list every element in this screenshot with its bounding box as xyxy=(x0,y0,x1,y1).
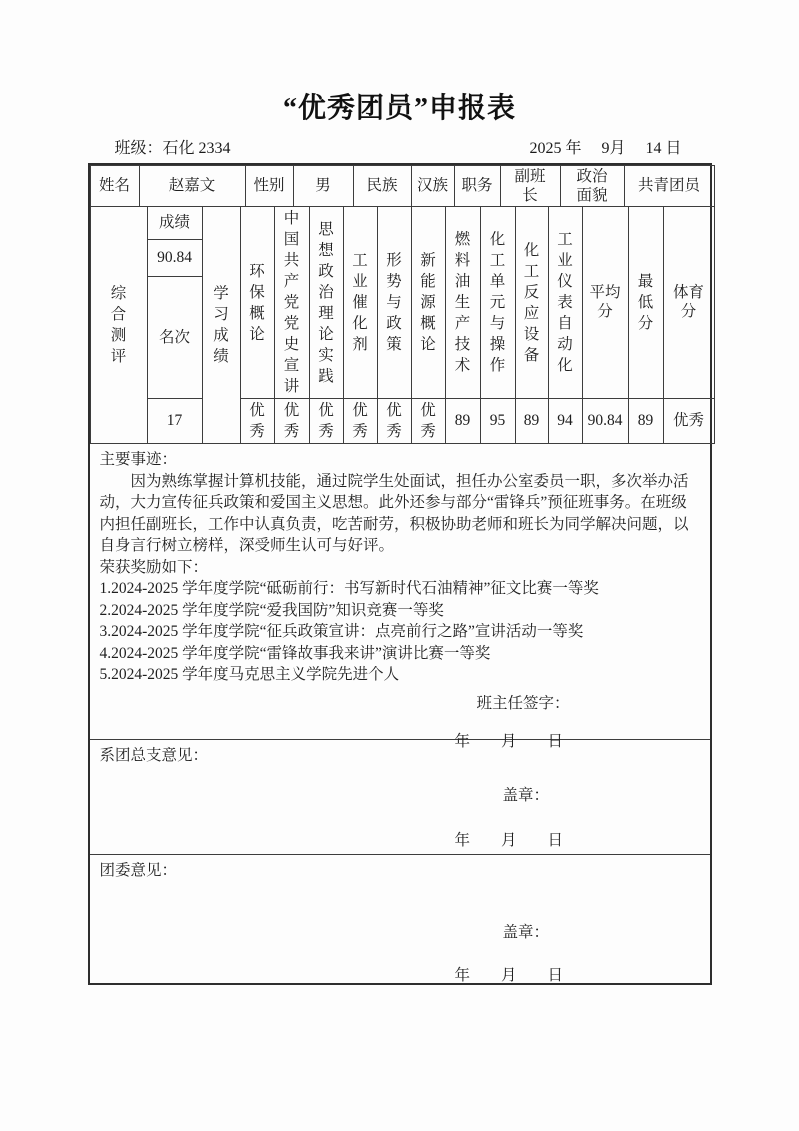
rank-value: 17 xyxy=(147,399,202,444)
course-value-ideology: 优秀 xyxy=(309,399,343,444)
lowest-score-value: 89 xyxy=(628,399,663,444)
page-title: “优秀团员”申报表 xyxy=(282,93,516,124)
course-header-environmental: 环保概论 xyxy=(240,207,274,399)
score-values-row xyxy=(90,399,714,444)
league-committee-opinion-label: 团委意见： xyxy=(99,862,178,879)
course-header-reaction-equipment: 化工反应设备 xyxy=(515,207,548,399)
date-blank: 年 月 日 xyxy=(454,832,564,849)
pe-score-value: 优秀 xyxy=(663,399,714,444)
course-header-ideology: 思想政治理论实践 xyxy=(309,207,343,399)
deeds-section xyxy=(90,444,710,750)
course-value-party-history: 优秀 xyxy=(274,399,309,444)
date-blank: 年 月 日 xyxy=(454,967,564,984)
course-header-new-energy: 新能源概论 xyxy=(411,207,445,399)
stamp-label: 盖章： xyxy=(502,923,550,941)
award-item: 3.2024-2025 学年度学院“征兵政策宣讲：点亮前行之路”宣讲活动一等奖 xyxy=(99,623,584,640)
course-value-environmental: 优秀 xyxy=(240,399,274,444)
award-item: 1.2024-2025 学年度学院“砥砺前行：书写新时代石油精神”征文比赛一等奖 xyxy=(99,580,599,597)
deeds-paragraph: 因为熟练掌握计算机技能，通过院学生处面试，担任办公室委员一职，多次举办活动，大力宣传征兵政策和爱国主义思想。此外还参与部分“雷锋兵”预征班事务。在班级内担任副班长，工作中认真负责，吃苦耐劳，积极协助老师和班长为同学解决问题，以自身言行树立榜样，深受师生认可与好评。 xyxy=(99,472,689,554)
score-label: 成绩 xyxy=(147,207,202,240)
form-meta-line xyxy=(88,135,712,158)
class-label: 班级：石化 2334 xyxy=(114,140,231,157)
course-header-unit-operation: 化工单元与操作 xyxy=(480,207,515,399)
score-header-row-1 xyxy=(90,207,714,240)
course-value-policy: 优秀 xyxy=(377,399,411,444)
deeds-label: 主要事迹： xyxy=(99,451,178,468)
study-score-label: 学习成绩 xyxy=(202,207,240,444)
stamp-label: 盖章： xyxy=(502,786,550,804)
political-status-value: 共青团员 xyxy=(624,166,714,207)
branch-opinion-label: 系团总支意见： xyxy=(99,747,209,764)
awards-label: 荣获奖励如下： xyxy=(99,558,209,576)
league-committee-opinion-section xyxy=(90,854,710,983)
ethnicity-label: 民族 xyxy=(353,166,411,207)
gender-label: 性别 xyxy=(245,166,293,207)
pe-score-header: 体育分 xyxy=(663,207,714,399)
course-value-unit-operation: 95 xyxy=(480,399,515,444)
teacher-signature-label: 班主任签字： xyxy=(476,694,570,712)
course-header-catalyst: 工业催化剂 xyxy=(343,207,377,399)
course-value-reaction-equipment: 89 xyxy=(515,399,548,444)
course-header-party-history: 中国共产党党史宣讲 xyxy=(274,207,309,399)
political-status-label xyxy=(560,166,624,207)
course-value-catalyst: 优秀 xyxy=(343,399,377,444)
course-value-fuel-oil: 89 xyxy=(445,399,480,444)
name-label: 姓名 xyxy=(90,166,139,207)
course-value-instrument-automation: 94 xyxy=(548,399,582,444)
comprehensive-eval-label: 综合测评 xyxy=(90,207,147,444)
rank-label: 名次 xyxy=(147,277,202,399)
date-blank: 年 月 日 xyxy=(454,733,564,750)
course-value-new-energy: 优秀 xyxy=(411,399,445,444)
position-value-text: 副班长 xyxy=(514,168,546,204)
average-score-header: 平均分 xyxy=(582,207,628,399)
award-item: 4.2024-2025 学年度学院“雷锋故事我来讲”演讲比赛一等奖 xyxy=(99,644,491,662)
lowest-score-header: 最低分 xyxy=(628,207,663,399)
award-item: 2.2024-2025 学年度学院“爱我国防”知识竞赛一等奖 xyxy=(99,601,444,619)
position-label: 职务 xyxy=(454,166,500,207)
course-header-instrument-automation: 工业仪表自动化 xyxy=(548,207,582,399)
average-score-value: 90.84 xyxy=(582,399,628,444)
gender-value: 男 xyxy=(293,166,353,207)
score-value: 90.84 xyxy=(147,240,202,277)
award-item: 5.2024-2025 学年度马克思主义学院先进个人 xyxy=(99,666,400,683)
course-header-policy: 形势与政策 xyxy=(377,207,411,399)
political-status-label-text: 政治面貌 xyxy=(576,168,608,204)
position-value xyxy=(500,166,560,207)
form-container xyxy=(88,135,712,985)
name-value: 赵嘉文 xyxy=(139,166,245,207)
form-date: 2025 年 9月 14 日 xyxy=(529,140,682,157)
course-header-fuel-oil: 燃料油生产技术 xyxy=(445,207,480,399)
info-table xyxy=(90,165,715,207)
info-row xyxy=(90,166,714,207)
score-table xyxy=(90,206,715,444)
ethnicity-value: 汉族 xyxy=(411,166,454,207)
branch-opinion-section xyxy=(90,739,710,854)
form-outline xyxy=(88,163,712,985)
